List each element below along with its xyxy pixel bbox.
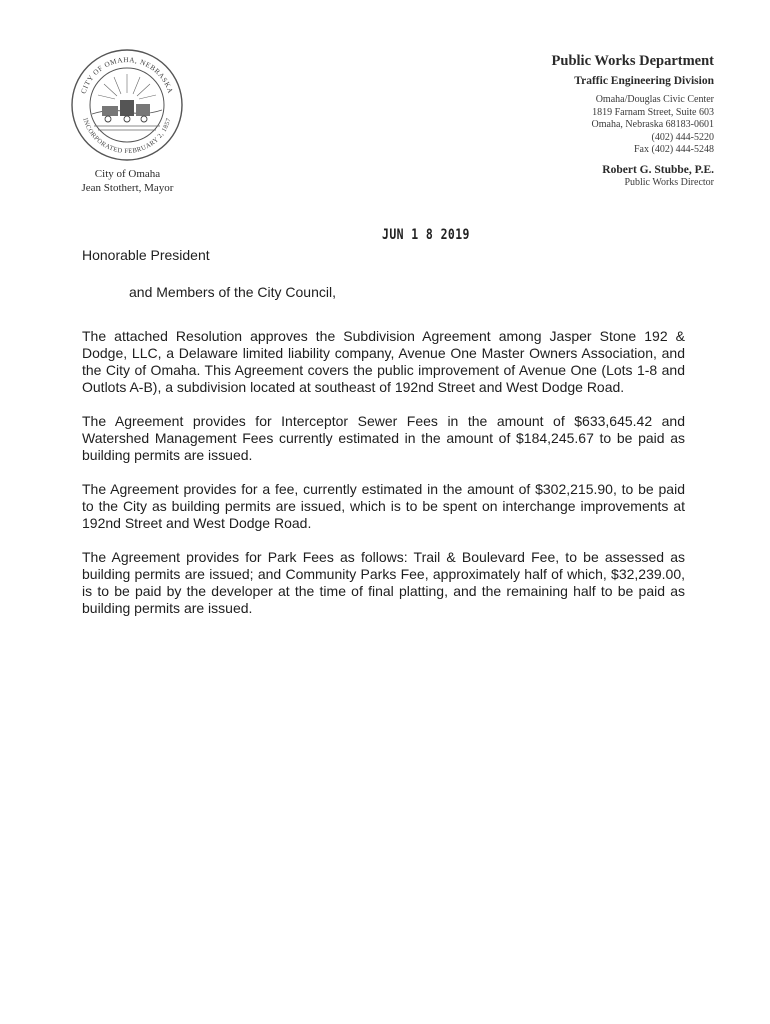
director-title: Public Works Director	[624, 176, 714, 188]
salutation-line-2: and Members of the City Council,	[129, 284, 336, 300]
division-name: Traffic Engineering Division	[574, 75, 714, 87]
phone-line: (402) 444-5220	[651, 131, 714, 143]
svg-text:CITY OF OMAHA, NEBRASKA: CITY OF OMAHA, NEBRASKA	[79, 55, 175, 95]
address-line: Omaha, Nebraska 68183-0601	[591, 119, 714, 131]
address-line: Omaha/Douglas Civic Center	[595, 94, 714, 105]
department-name: Public Works Department	[551, 53, 714, 69]
salutation-line-1: Honorable President	[82, 247, 210, 263]
body-paragraph: The Agreement provides for a fee, currently estimated in the amount of $302,215.90, to be paid to the City as building permits are issued, which is to be spent on interchange improvements at 192nd Street and West Dodge Road.	[82, 481, 685, 531]
fax-line: Fax (402) 444-5248	[634, 144, 714, 156]
body-paragraph: The Agreement provides for Interceptor Sewer Fees in the amount of $633,645.42 and Watershed Management Fees currently estimated in the amount of $184,245.67 to be paid as building permits are issued.	[82, 413, 685, 463]
mayor-name: Jean Stothert, Mayor	[81, 182, 174, 194]
body-paragraph: The Agreement provides for Park Fees as follows: Trail & Boulevard Fee, to be assessed as building permits are issued; and Community Parks Fee, approximately half of which, $32,239.00, is to be paid by the developer at the time of final platting, and the remaining half to be paid as building permits are issued.	[82, 549, 685, 616]
date-received-stamp: JUN 1 8 2019	[382, 227, 470, 243]
body-paragraph: The attached Resolution approves the Subdivision Agreement among Jasper Stone 192 & Dodge, LLC, a Delaware limited liability company, Avenue One Master Owners Association, and the City of Omaha. This Agreement covers the public improvement of Avenue One (Lots 1-8 and Outlots A-B), a subdivision located at southeast of 192nd Street and West Dodge Road.	[82, 328, 685, 395]
svg-text:INCORPORATED FEBRUARY 2, 1857: INCORPORATED FEBRUARY 2, 1857	[81, 117, 173, 156]
address-line: 1819 Farnam Street, Suite 603	[592, 106, 714, 118]
department-letterhead	[454, 52, 714, 189]
city-name: City of Omaha	[94, 168, 161, 180]
letter-body	[82, 328, 685, 634]
city-seal-logo	[70, 48, 184, 162]
director-name: Robert G. Stubbe, P.E.	[602, 163, 714, 176]
department-address	[454, 94, 714, 157]
city-info	[60, 167, 195, 195]
